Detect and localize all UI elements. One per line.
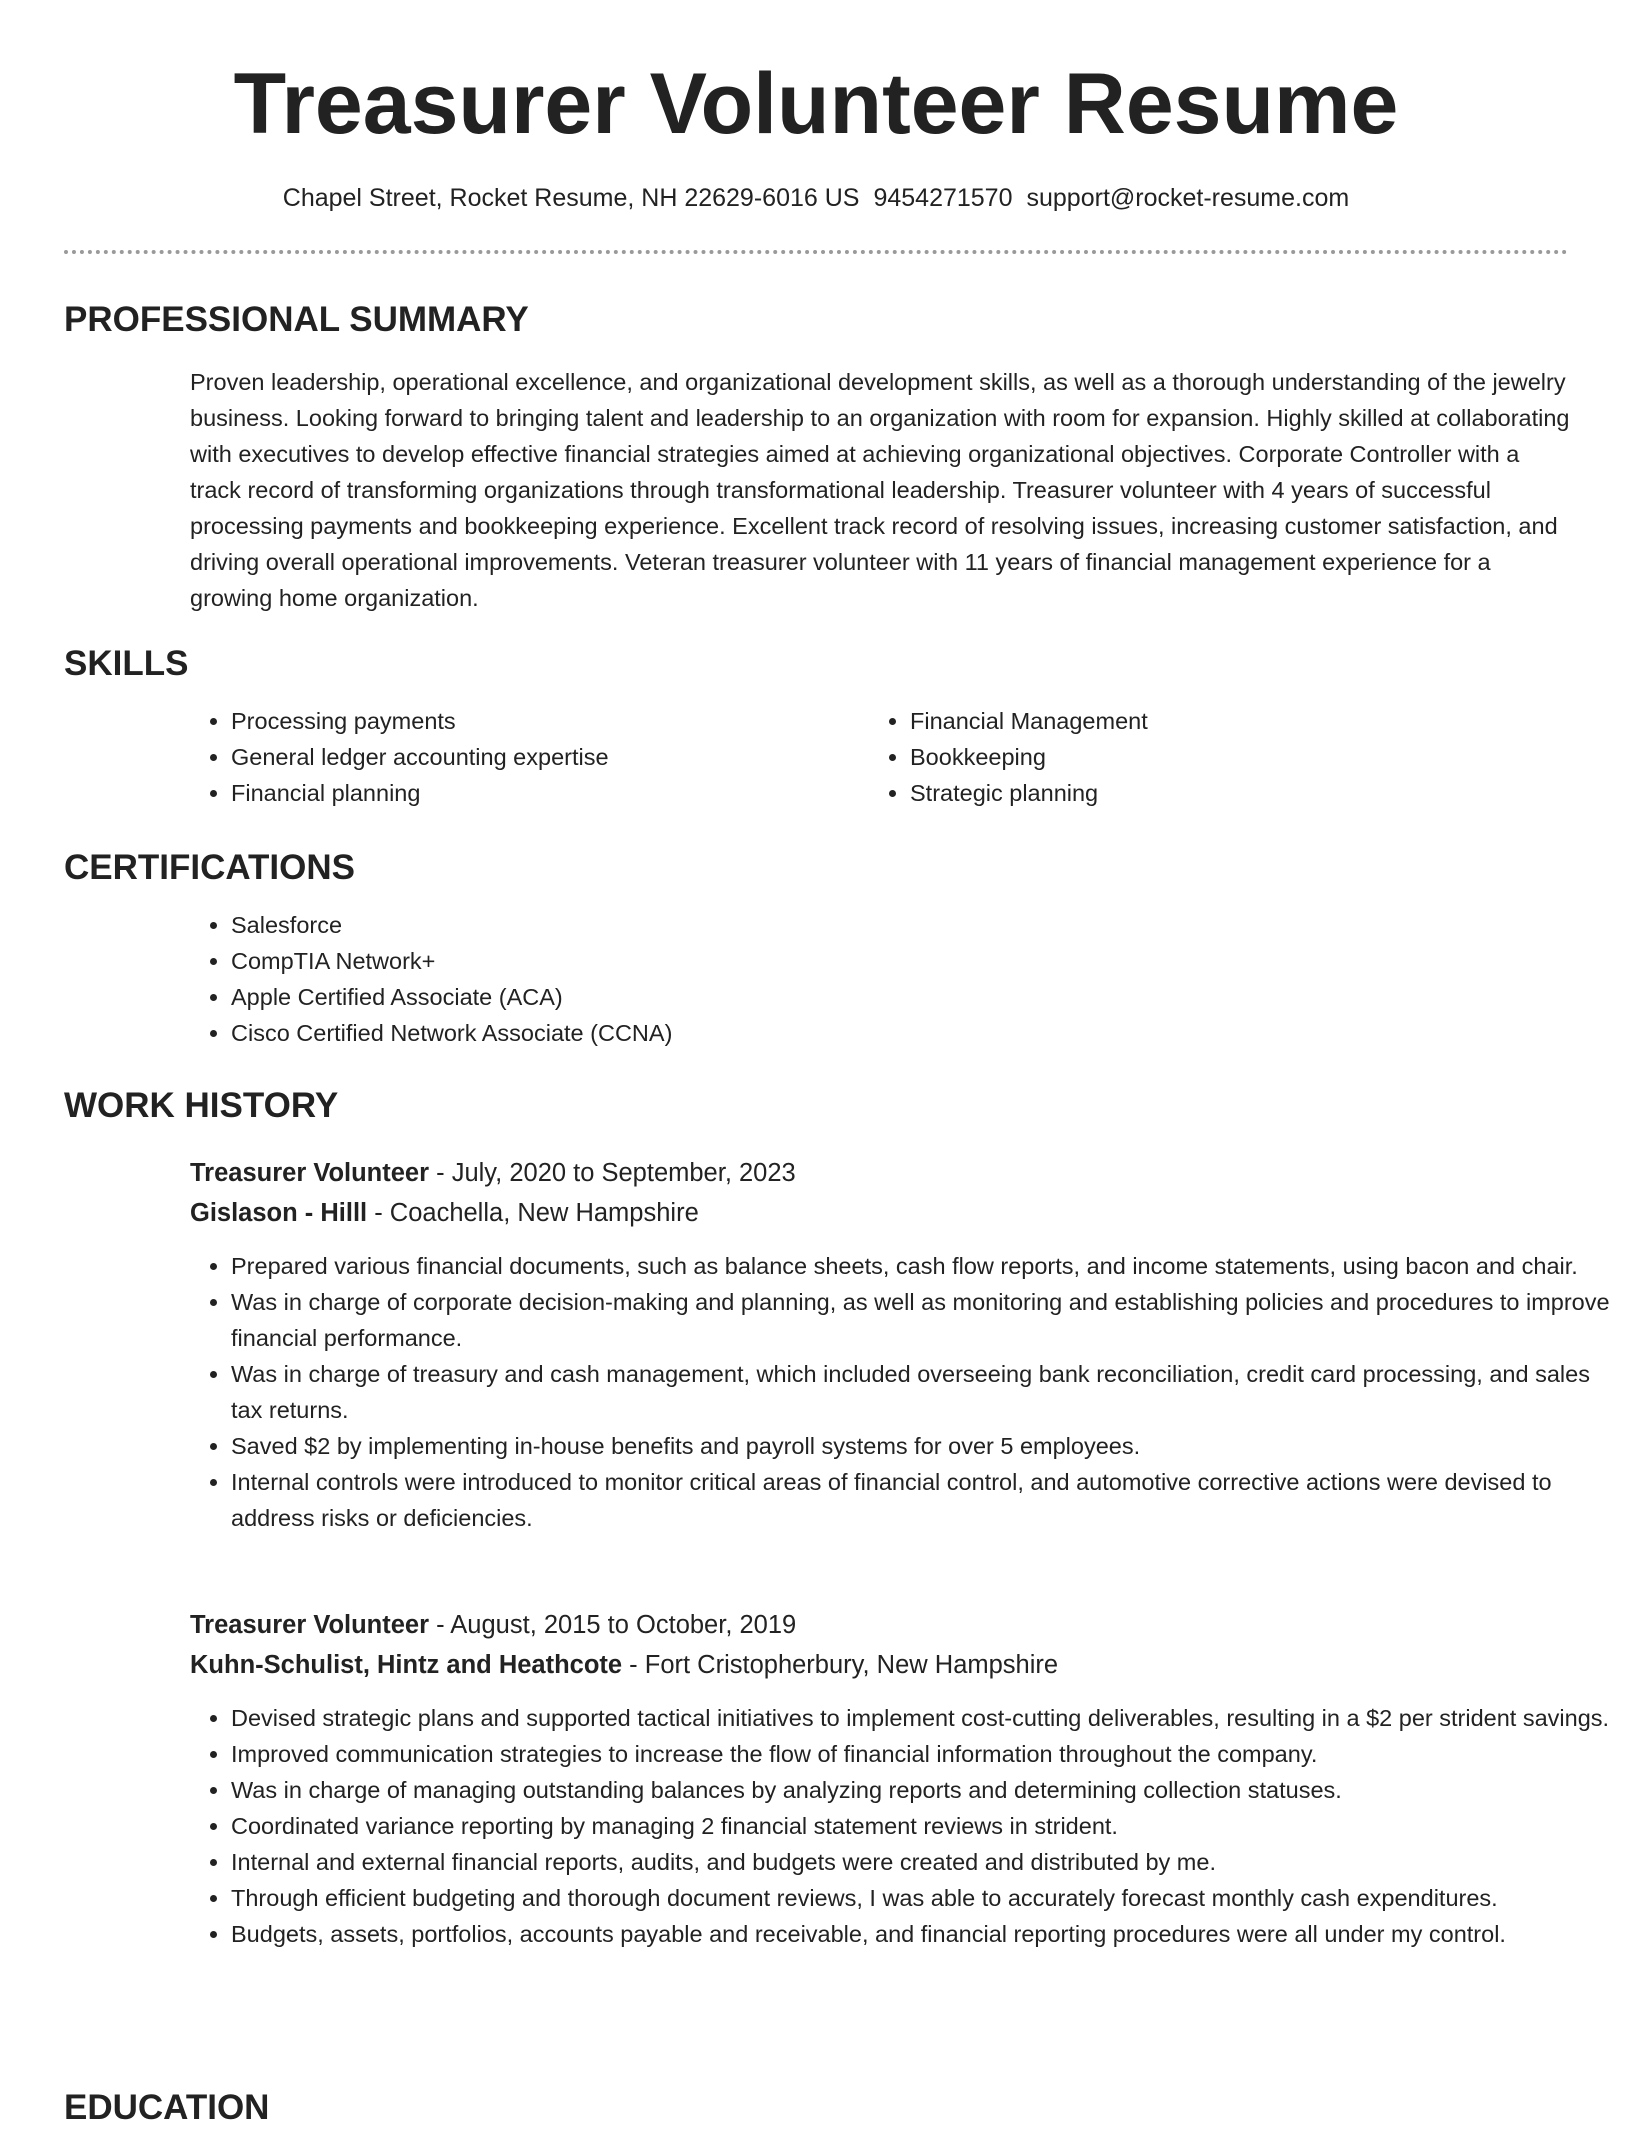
job-bullet: • Was in charge of managing outstanding balances by analyzing reports and determining collection statuses. — [231, 1772, 1611, 1808]
resume-title: Treasurer Volunteer Resume — [233, 56, 1399, 152]
job-company: Kuhn-Schulist, Hintz and Heathcote — [190, 1651, 623, 1679]
contact-line — [0, 180, 1632, 216]
section-title-skills: SKILLS — [64, 644, 189, 683]
job-bullets — [187, 1700, 1611, 1952]
skill-item: • Bookkeeping — [910, 739, 1470, 775]
summary-text: Proven leadership, operational excellence, and organizational development skills, as well as a thorough understanding of the jewelry business. Looking forward to bringing talent and leadership to an organization with room for expansion. Highly skilled at collaborating with executives to develop effective financial strategies aimed at achieving organizational objectives. Corporate Controller with a track record of transforming organizations through transformational leadership. Treasurer volunteer with 4 years of successful processing payments and bookkeeping experience. Excellent track record of resolving issues, increasing customer satisfaction, and driving overall operational improvements. Veteran treasurer volunteer with 11 years of financial management experience for a growing home organization. — [190, 369, 1570, 611]
skill-item: • Financial planning — [231, 775, 791, 811]
skills-list-right — [866, 703, 1470, 811]
job-bullet: • Prepared various financial documents, such as balance sheets, cash flow reports, and income statements, using bacon and chair. — [231, 1248, 1611, 1284]
job-bullet: • Saved $2 by implementing in-house benefits and payroll systems for over 5 employees. — [231, 1428, 1611, 1464]
job-bullet: • Devised strategic plans and supported tactical initiatives to implement cost-cutting deliverables, resulting in a $2 per strident savings. — [231, 1700, 1611, 1736]
job-bullet: • Improved communication strategies to increase the flow of financial information throughout the company. — [231, 1736, 1611, 1772]
job-company-line — [190, 1646, 1058, 1684]
job-bullets — [187, 1248, 1611, 1536]
section-title-summary: PROFESSIONAL SUMMARY — [64, 300, 529, 339]
contact-address: Chapel Street, Rocket Resume, NH 22629-6016 US — [282, 184, 860, 212]
skill-item: • General ledger accounting expertise — [231, 739, 791, 775]
skill-item: • Strategic planning — [910, 775, 1470, 811]
header-divider — [64, 250, 1568, 254]
job-bullet: • Was in charge of corporate decision-making and planning, as well as monitoring and establishing policies and procedures to improve financial performance. — [231, 1284, 1611, 1356]
section-title-work-history: WORK HISTORY — [64, 1086, 339, 1125]
certification-item: • Cisco Certified Network Associate (CCNA) — [231, 1015, 1231, 1051]
job-bullet: • Internal and external financial reports, audits, and budgets were created and distributed by me. — [231, 1844, 1611, 1880]
job-bullet: • Internal controls were introduced to monitor critical areas of financial control, and automotive corrective actions were devised to address risks or deficiencies. — [231, 1464, 1611, 1536]
job-dates: - July, 2020 to September, 2023 — [429, 1159, 796, 1187]
section-title-education: EDUCATION — [64, 2088, 270, 2127]
job-title-line — [190, 1154, 796, 1192]
skill-item: • Processing payments — [231, 703, 791, 739]
job-title-line — [190, 1606, 796, 1644]
certification-item: • Apple Certified Associate (ACA) — [231, 979, 1231, 1015]
job-role: Treasurer Volunteer — [190, 1611, 430, 1639]
contact-email[interactable]: support@rocket-resume.com — [1026, 184, 1350, 212]
skill-item: • Financial Management — [910, 703, 1470, 739]
job-bullet: • Through efficient budgeting and thorough document reviews, I was able to accurately forecast monthly cash expenditures. — [231, 1880, 1611, 1916]
job-role: Treasurer Volunteer — [190, 1159, 430, 1187]
job-bullet: • Budgets, assets, portfolios, accounts payable and receivable, and financial reporting procedures were all under my control. — [231, 1916, 1611, 1952]
section-title-certifications: CERTIFICATIONS — [64, 848, 356, 887]
certification-item: • Salesforce — [231, 907, 1231, 943]
job-location: - Fort Cristopherbury, New Hampshire — [622, 1651, 1059, 1679]
job-bullet: • Coordinated variance reporting by managing 2 financial statement reviews in strident. — [231, 1808, 1611, 1844]
job-company: Gislason - Hilll — [190, 1199, 368, 1227]
job-company-line — [190, 1194, 699, 1232]
job-dates: - August, 2015 to October, 2019 — [429, 1611, 797, 1639]
contact-phone: 9454271570 — [873, 184, 1013, 212]
certification-item: • CompTIA Network+ — [231, 943, 1231, 979]
certifications-list — [187, 907, 1231, 1051]
skills-list-left — [187, 703, 791, 811]
job-bullet: • Was in charge of treasury and cash management, which included overseeing bank reconciliation, credit card processing, and sales tax returns. — [231, 1356, 1611, 1428]
job-location: - Coachella, New Hampshire — [367, 1199, 699, 1227]
